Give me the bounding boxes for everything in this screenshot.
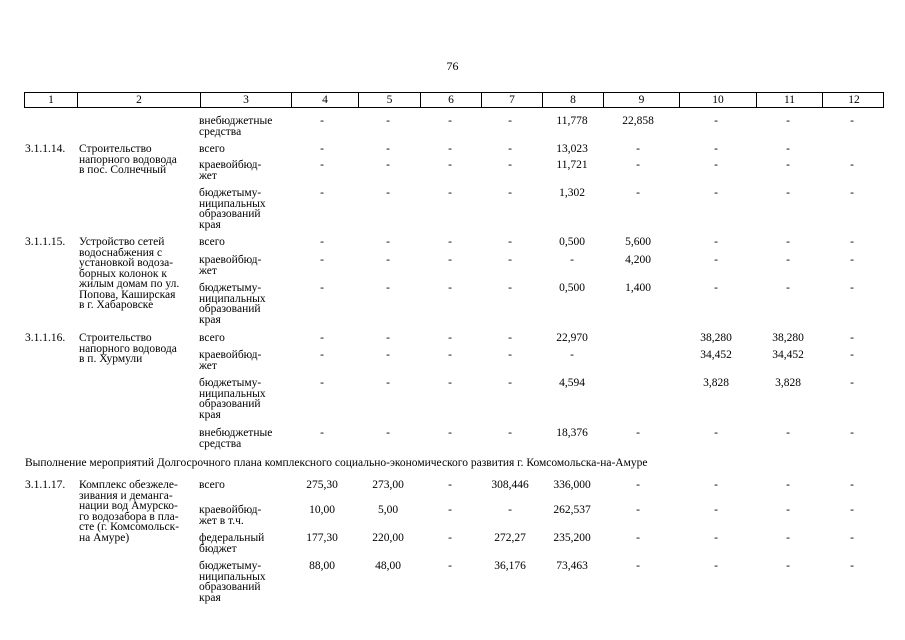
value-cell: 336,000: [553, 479, 591, 491]
funding-source: [199, 428, 287, 449]
value-cell: -: [786, 254, 790, 266]
funding-source-line: средства: [199, 125, 242, 138]
value-cell: -: [448, 479, 452, 491]
value-cell: -: [636, 504, 640, 516]
value-cell: -: [636, 427, 640, 439]
value-cell: -: [714, 159, 718, 171]
value-cell: -: [448, 254, 452, 266]
value-cell: -: [714, 187, 718, 199]
section-title: Выполнение мероприятий Долгосрочного плана комплексного социально-экономического развития г. Комсомольска-на-Амуре: [25, 457, 648, 469]
value-cell: -: [714, 115, 718, 127]
value-cell: -: [636, 143, 640, 155]
value-cell: -: [448, 143, 452, 155]
value-cell: -: [786, 187, 790, 199]
value-cell: -: [850, 377, 854, 389]
value-cell: -: [850, 254, 854, 266]
value-cell: -: [508, 187, 512, 199]
value-cell: -: [448, 187, 452, 199]
row-code: 3.1.1.14.: [25, 143, 66, 155]
value-cell: -: [448, 236, 452, 248]
value-cell: -: [850, 159, 854, 171]
value-cell: -: [714, 236, 718, 248]
value-cell: -: [714, 532, 718, 544]
value-cell: -: [320, 377, 324, 389]
header-cell-10: 10: [679, 93, 756, 107]
header-cell-5: 5: [358, 93, 420, 107]
value-cell: 11,721: [556, 159, 588, 171]
header-cell-12: 12: [822, 93, 885, 107]
value-cell: -: [448, 427, 452, 439]
row-name-line: напорного водовода: [79, 153, 177, 166]
funding-source: [199, 160, 287, 181]
value-cell: -: [786, 159, 790, 171]
value-cell: -: [850, 427, 854, 439]
value-cell: 4,594: [559, 377, 585, 389]
value-cell: -: [570, 349, 574, 361]
value-cell: 220,00: [372, 532, 404, 544]
funding-source-line: краевойбюд-: [199, 254, 262, 266]
funding-source-line: образований: [199, 208, 261, 220]
funding-source-line: внебюджетные: [199, 115, 273, 127]
funding-source: [199, 505, 287, 526]
value-cell: -: [714, 282, 718, 294]
value-cell: 11,778: [556, 115, 588, 127]
row-name-line: водоснабжения с: [79, 246, 163, 259]
value-cell: -: [320, 159, 324, 171]
value-cell: -: [850, 187, 854, 199]
value-cell: 273,00: [372, 479, 404, 491]
value-cell: -: [320, 332, 324, 344]
value-cell: -: [508, 349, 512, 361]
funding-source-line: средства: [199, 437, 242, 450]
funding-source-line: образований: [199, 303, 261, 315]
value-cell: 5,600: [625, 236, 651, 248]
row-name-line: Устройство сетей: [79, 236, 165, 248]
header-cell-6: 6: [420, 93, 481, 107]
row-name: [79, 480, 179, 543]
value-cell: -: [448, 159, 452, 171]
value-cell: 22,970: [556, 332, 588, 344]
value-cell: 0,500: [559, 236, 585, 248]
value-cell: -: [320, 187, 324, 199]
value-cell: -: [386, 254, 390, 266]
value-cell: -: [714, 479, 718, 491]
value-cell: -: [386, 427, 390, 439]
value-cell: -: [320, 427, 324, 439]
value-cell: -: [508, 332, 512, 344]
header-cell-1: 1: [48, 94, 54, 106]
value-cell: 3,828: [775, 377, 801, 389]
value-cell: -: [850, 236, 854, 248]
value-cell: -: [636, 159, 640, 171]
value-cell: -: [386, 236, 390, 248]
value-cell: -: [850, 349, 854, 361]
funding-source-line: края: [199, 408, 221, 421]
row-name: [79, 144, 177, 176]
value-cell: 4,200: [625, 254, 651, 266]
value-cell: -: [448, 560, 452, 572]
value-cell: -: [386, 349, 390, 361]
value-cell: -: [850, 332, 854, 344]
value-cell: 73,463: [556, 560, 588, 572]
funding-source-line: краевойбюд-: [199, 159, 262, 171]
funding-source-line: бюджет: [199, 542, 237, 555]
value-cell: -: [508, 159, 512, 171]
value-cell: -: [448, 115, 452, 127]
value-cell: -: [448, 377, 452, 389]
row-name-line: жилым домам по ул.: [79, 278, 180, 290]
funding-source: [199, 533, 287, 554]
funding-source-line: внебюджетные: [199, 427, 273, 439]
header-cell-9: 9: [603, 93, 679, 107]
value-cell: -: [714, 143, 718, 155]
funding-source-line: федеральный: [199, 532, 265, 544]
funding-source-line: ниципальных: [199, 197, 266, 210]
funding-source-line: краевойбюд-: [199, 504, 262, 516]
value-cell: -: [320, 349, 324, 361]
value-cell: -: [386, 332, 390, 344]
value-cell: -: [386, 143, 390, 155]
value-cell: -: [320, 254, 324, 266]
value-cell: 22,858: [622, 115, 654, 127]
funding-source: [199, 350, 287, 371]
value-cell: 177,30: [306, 532, 338, 544]
value-cell: -: [786, 236, 790, 248]
value-cell: -: [508, 115, 512, 127]
header-cell-3: 3: [200, 93, 291, 107]
funding-source-line: бюджетыму-: [199, 377, 262, 389]
row-name-line: зивания и деманга-: [79, 489, 173, 502]
row-name-line: в п. Хурмули: [79, 353, 143, 365]
value-cell: -: [508, 143, 512, 155]
funding-source: [199, 237, 287, 248]
row-name-line: Строительство: [79, 332, 152, 344]
value-cell: -: [448, 532, 452, 544]
value-cell: -: [386, 187, 390, 199]
value-cell: -: [448, 504, 452, 516]
value-cell: -: [786, 282, 790, 294]
funding-source-line: образований: [199, 398, 261, 410]
value-cell: -: [320, 143, 324, 155]
funding-source-line: бюджетыму-: [199, 560, 262, 572]
value-cell: 13,023: [556, 143, 588, 155]
value-cell: 18,376: [556, 427, 588, 439]
funding-source-line: всего: [199, 143, 225, 155]
funding-source-line: ниципальных: [199, 292, 266, 305]
value-cell: -: [508, 236, 512, 248]
header-cell-2: 2: [77, 93, 200, 107]
value-cell: -: [508, 254, 512, 266]
funding-source-line: всего: [199, 236, 225, 248]
row-code: 3.1.1.15.: [25, 236, 66, 248]
row-code: 3.1.1.16.: [25, 332, 66, 344]
value-cell: -: [786, 532, 790, 544]
row-name-line: в пос. Солнечный: [79, 164, 167, 176]
funding-source-line: края: [199, 591, 221, 604]
value-cell: 1,302: [559, 187, 585, 199]
funding-source: [199, 255, 287, 276]
header-cell-7: 7: [481, 93, 542, 107]
row-name-line: установкой водоза-: [79, 257, 174, 269]
funding-source-line: жет в т.ч.: [199, 514, 244, 527]
header-cell-11: 11: [756, 93, 822, 107]
funding-source: [199, 378, 287, 420]
value-cell: -: [508, 504, 512, 516]
funding-source-line: ниципальных: [199, 570, 266, 583]
funding-source-line: жет: [199, 359, 217, 372]
value-cell: -: [786, 479, 790, 491]
value-cell: 262,537: [553, 504, 591, 516]
value-cell: -: [508, 427, 512, 439]
value-cell: -: [786, 427, 790, 439]
row-code: 3.1.1.17.: [25, 479, 66, 491]
value-cell: -: [786, 560, 790, 572]
funding-source: [199, 283, 287, 325]
funding-source-line: бюджетыму-: [199, 282, 262, 294]
value-cell: 10,00: [309, 504, 335, 516]
value-cell: -: [786, 143, 790, 155]
row-name-line: на Амуре): [79, 531, 130, 544]
value-cell: 38,280: [700, 332, 732, 344]
value-cell: 5,00: [377, 504, 399, 516]
funding-source-line: всего: [199, 332, 225, 344]
row-name: [79, 333, 177, 365]
funding-source-line: края: [199, 313, 221, 326]
value-cell: 88,00: [309, 560, 335, 572]
value-cell: -: [448, 332, 452, 344]
value-cell: -: [320, 115, 324, 127]
value-cell: 34,452: [700, 349, 732, 361]
value-cell: 0,500: [559, 282, 585, 294]
row-name-line: Попова, Каширская: [79, 288, 176, 301]
value-cell: 36,176: [494, 560, 526, 572]
header-cell-4: 4: [291, 93, 358, 107]
value-cell: -: [786, 504, 790, 516]
value-cell: -: [386, 159, 390, 171]
value-cell: -: [320, 236, 324, 248]
funding-source: [199, 116, 287, 137]
row-name-line: го водозабора в пла-: [79, 510, 179, 523]
value-cell: 3,828: [703, 377, 729, 389]
value-cell: -: [850, 504, 854, 516]
row-name-line: борных колонок к: [79, 267, 167, 280]
row-name-line: Комплекс обезжеле-: [79, 479, 178, 491]
value-cell: -: [850, 479, 854, 491]
value-cell: -: [386, 115, 390, 127]
row-name-line: в г. Хабаровске: [79, 299, 154, 311]
value-cell: -: [714, 504, 718, 516]
row-name-line: нации вод Амурско-: [79, 500, 178, 512]
value-cell: -: [636, 479, 640, 491]
row-name-line: сте (г. Комсомольск-: [79, 521, 180, 533]
value-cell: -: [714, 254, 718, 266]
value-cell: -: [636, 187, 640, 199]
value-cell: 235,200: [553, 532, 591, 544]
value-cell: -: [636, 560, 640, 572]
value-cell: -: [448, 349, 452, 361]
value-cell: 308,446: [491, 479, 529, 491]
funding-source-line: всего: [199, 479, 225, 491]
header-cell-8: 8: [542, 93, 603, 107]
value-cell: -: [320, 282, 324, 294]
value-cell: -: [850, 560, 854, 572]
value-cell: 272,27: [494, 532, 526, 544]
funding-source-line: жет: [199, 264, 217, 277]
funding-source: [199, 333, 287, 344]
funding-source-line: ниципальных: [199, 387, 266, 400]
value-cell: 48,00: [375, 560, 401, 572]
row-name-line: напорного водовода: [79, 342, 177, 355]
funding-source-line: образований: [199, 581, 261, 593]
row-name: [79, 237, 179, 311]
funding-source: [199, 561, 287, 603]
page-number: 76: [446, 59, 459, 73]
value-cell: -: [850, 532, 854, 544]
value-cell: -: [448, 282, 452, 294]
value-cell: 38,280: [772, 332, 804, 344]
funding-source-line: бюджетыму-: [199, 187, 262, 199]
value-cell: -: [508, 282, 512, 294]
value-cell: -: [386, 282, 390, 294]
value-cell: 275,30: [306, 479, 338, 491]
value-cell: -: [636, 532, 640, 544]
value-cell: -: [786, 115, 790, 127]
value-cell: -: [386, 377, 390, 389]
funding-source-line: краевойбюд-: [199, 349, 262, 361]
value-cell: 34,452: [772, 349, 804, 361]
value-cell: -: [850, 115, 854, 127]
value-cell: -: [714, 560, 718, 572]
value-cell: -: [850, 282, 854, 294]
funding-source: [199, 144, 287, 155]
row-name-line: Строительство: [79, 143, 152, 155]
funding-source: [199, 188, 287, 230]
value-cell: -: [570, 254, 574, 266]
value-cell: -: [714, 427, 718, 439]
value-cell: 1,400: [625, 282, 651, 294]
funding-source: [199, 480, 287, 491]
value-cell: -: [508, 377, 512, 389]
funding-source-line: жет: [199, 169, 217, 182]
funding-source-line: края: [199, 218, 221, 231]
table-header: [24, 92, 884, 108]
